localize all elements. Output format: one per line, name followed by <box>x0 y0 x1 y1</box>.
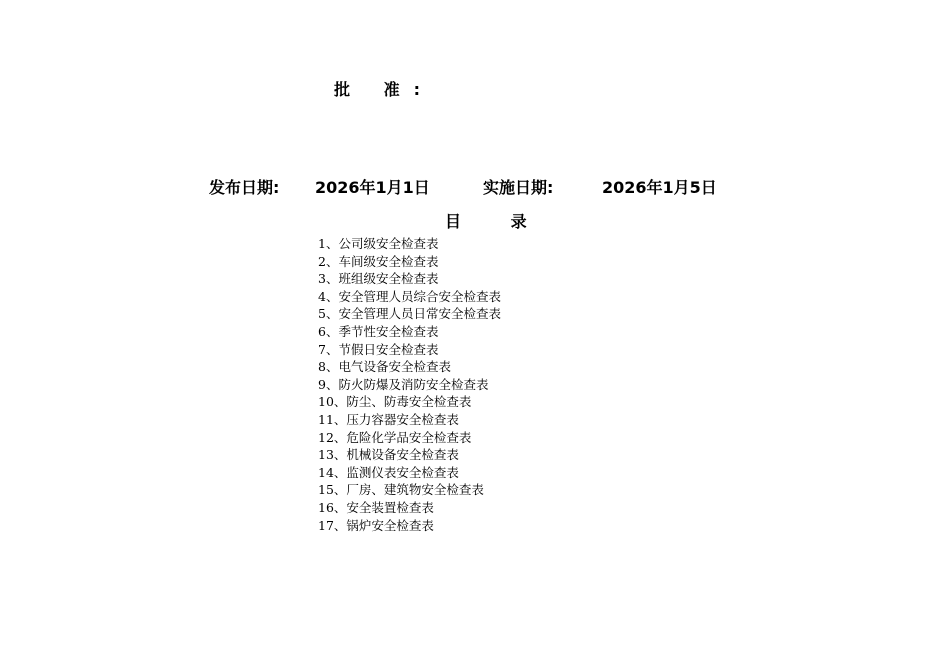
toc-title <box>445 209 549 232</box>
toc-item: 16、安全装置检查表 <box>318 499 434 515</box>
approval-line <box>334 77 434 100</box>
toc-item: 10、防尘、防毒安全检查表 <box>318 394 472 410</box>
toc-item: 9、防火防爆及消防安全检查表 <box>318 376 489 392</box>
toc-title-text: 目 录 <box>445 212 549 231</box>
toc-item: 12、危险化学品安全检查表 <box>318 429 472 445</box>
publish-date-value: 2026年1月1日 <box>315 178 430 197</box>
implement-date-value: 2026年1月5日 <box>602 178 717 197</box>
toc-list <box>318 235 501 534</box>
toc-item: 5、安全管理人员日常安全检查表 <box>318 306 501 322</box>
toc-item: 6、季节性安全检查表 <box>318 323 439 339</box>
publish-date-label: 发布日期: <box>209 178 280 197</box>
toc-item: 11、压力容器安全检查表 <box>318 411 459 427</box>
toc-item: 4、安全管理人员综合安全检查表 <box>318 288 501 304</box>
toc-item: 13、机械设备安全检查表 <box>318 447 459 463</box>
toc-item: 15、厂房、建筑物安全检查表 <box>318 482 484 498</box>
implement-date-label: 实施日期: <box>483 178 554 197</box>
toc-item: 3、班组级安全检查表 <box>318 271 439 287</box>
toc-item: 8、电气设备安全检查表 <box>318 359 451 375</box>
toc-item: 2、车间级安全检查表 <box>318 253 439 269</box>
toc-item: 17、锅炉安全检查表 <box>318 517 434 533</box>
toc-item: 1、公司级安全检查表 <box>318 236 439 251</box>
toc-item: 14、监测仪表安全检查表 <box>318 464 459 480</box>
toc-item: 7、节假日安全检查表 <box>318 341 439 357</box>
approval-label: 批 准: <box>334 80 434 99</box>
